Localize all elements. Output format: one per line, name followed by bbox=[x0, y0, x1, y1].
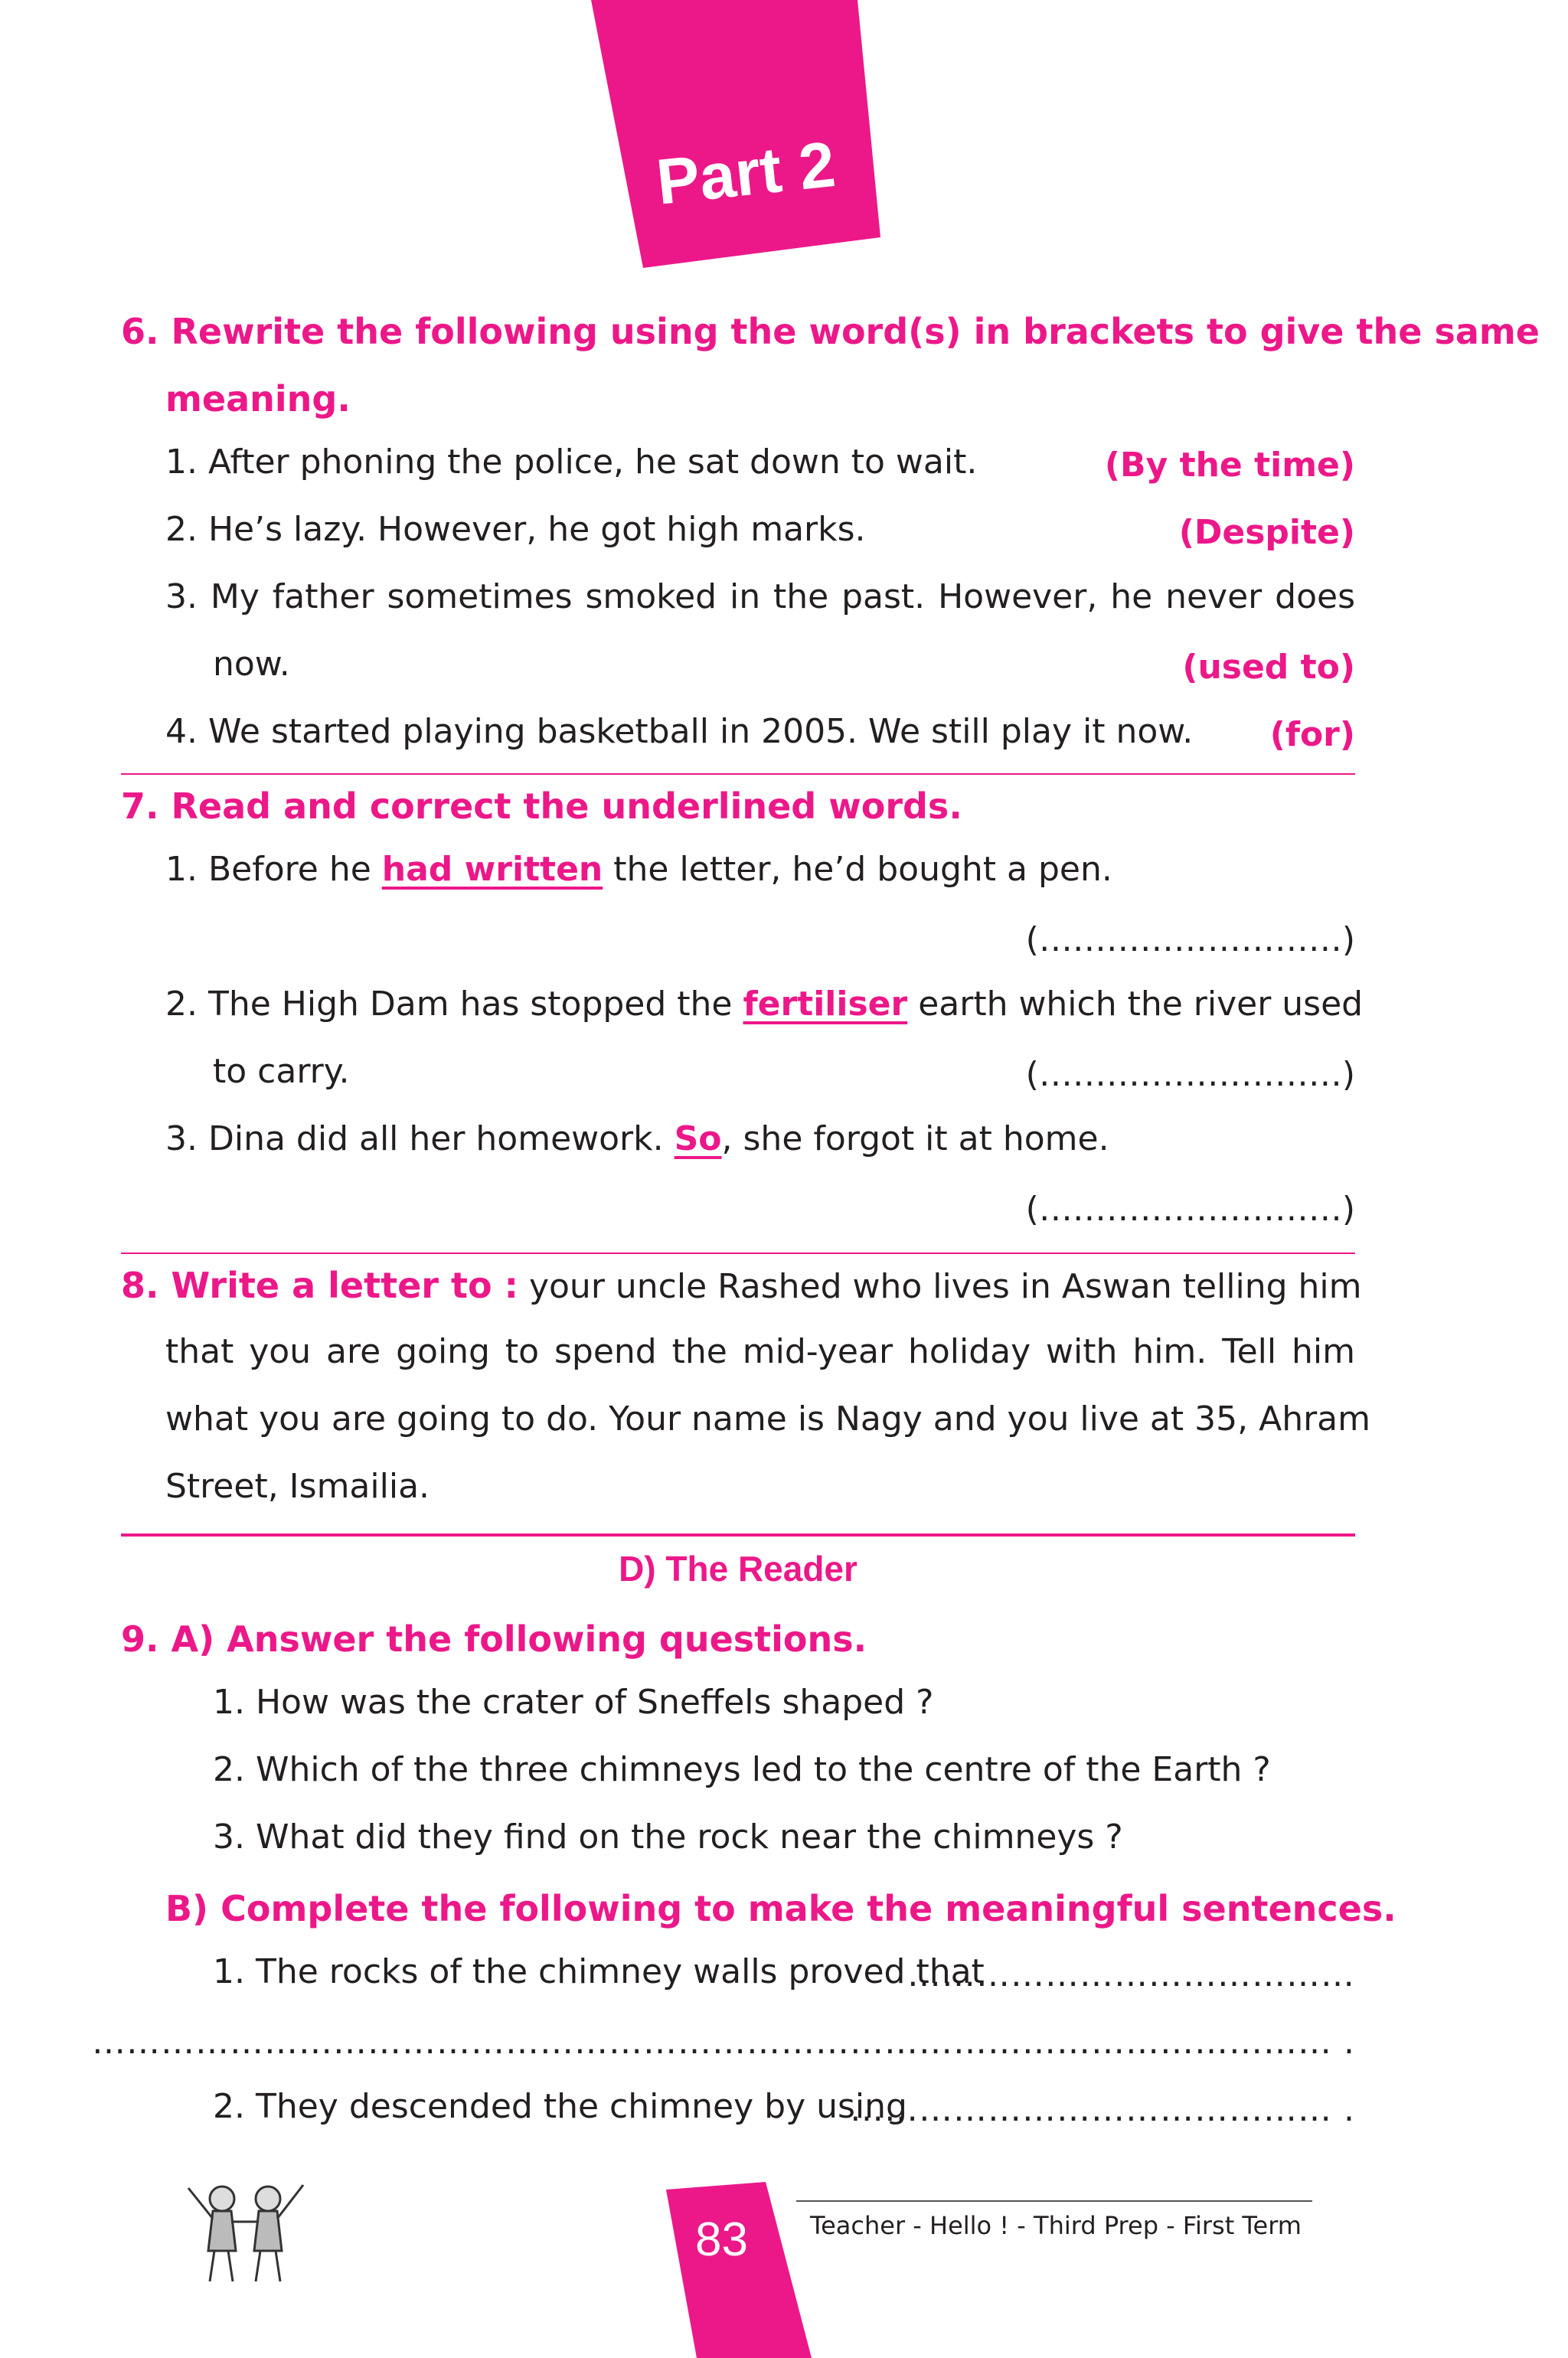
q7-blank-1: (………………………) bbox=[1025, 920, 1355, 959]
q7-item-2-underlined: fertiliser bbox=[743, 985, 908, 1024]
q7-item-2-before: 2. The High Dam has stopped the bbox=[165, 985, 743, 1024]
q6-heading-line1: 6. Rewrite the following using the word(s) in brackets to give the same bbox=[121, 311, 1540, 352]
footer-rule bbox=[796, 2200, 1312, 2202]
q9-question-2: 2. Which of the three chimneys led to the centre of the Earth ? bbox=[213, 1750, 1271, 1789]
q6-item-3-line2: now. bbox=[213, 645, 290, 684]
q7-item-2 bbox=[165, 985, 1364, 1024]
q9-complete-2-dots: …………………………………… . bbox=[850, 2090, 1355, 2129]
q9-heading-b: B) Complete the following to make the meaningful sentences. bbox=[165, 1888, 1396, 1929]
q7-item-2-line2: to carry. bbox=[213, 1052, 350, 1091]
divider-q6 bbox=[121, 773, 1355, 775]
q7-item-3-underlined: So bbox=[674, 1119, 722, 1158]
divider-q7 bbox=[121, 1252, 1355, 1254]
q9-heading-a: 9. A) Answer the following questions. bbox=[121, 1618, 867, 1660]
q8-line2: that you are going to spend the mid-year holiday with him. Tell him bbox=[165, 1332, 1355, 1371]
q6-hint-4: (for) bbox=[1269, 715, 1355, 754]
q9-complete-1-line2: ……………………………………………………………………………………………… . bbox=[92, 2023, 1355, 2062]
q8-line4: Street, Ismailia. bbox=[165, 1467, 430, 1506]
q7-heading: 7. Read and correct the underlined words. bbox=[121, 785, 962, 827]
q9-complete-1-dots: ………………………………… bbox=[907, 1955, 1355, 1994]
q8-line1-text: your uncle Rashed who lives in Aswan telling him bbox=[518, 1267, 1362, 1306]
q8-label: 8. Write a letter to : bbox=[121, 1265, 518, 1306]
q7-item-1-after: the letter, he’d bought a pen. bbox=[603, 850, 1112, 889]
q6-hint-2: (Despite) bbox=[1178, 513, 1355, 552]
q9-complete-2: 2. They descended the chimney by using bbox=[213, 2087, 907, 2126]
section-d-title: D) The Reader bbox=[619, 1549, 858, 1589]
part-title: Part 2 bbox=[653, 127, 839, 218]
q9-question-1: 1. How was the crater of Sneffels shaped ? bbox=[213, 1683, 934, 1722]
q8-line1 bbox=[121, 1265, 1362, 1306]
q7-blank-3: (………………………) bbox=[1025, 1190, 1355, 1229]
q6-heading-line2: meaning. bbox=[165, 378, 351, 420]
q9-complete-1: 1. The rocks of the chimney walls proved that bbox=[213, 1952, 985, 1991]
q6-item-1: 1. After phoning the police, he sat down to wait. bbox=[165, 443, 978, 482]
divider-q8 bbox=[121, 1533, 1355, 1537]
q7-item-3 bbox=[165, 1119, 1109, 1158]
q7-item-1 bbox=[165, 850, 1112, 889]
q7-item-3-after: , she forgot it at home. bbox=[721, 1119, 1109, 1158]
cartoon-kids-icon bbox=[175, 2174, 320, 2289]
q7-item-1-before: 1. Before he bbox=[165, 850, 382, 889]
q7-item-1-underlined: had written bbox=[381, 850, 603, 889]
q6-hint-3: (used to) bbox=[1182, 648, 1355, 687]
q7-item-2-after: earth which the river used bbox=[907, 985, 1364, 1024]
page-number: 83 bbox=[695, 2213, 748, 2266]
footer-book-title: Teacher - Hello ! - Third Prep - First Term bbox=[810, 2211, 1302, 2240]
q7-blank-2: (………………………) bbox=[1025, 1055, 1355, 1094]
q6-item-3-line1: 3. My father sometimes smoked in the past. However, he never does bbox=[165, 577, 1355, 616]
q6-item-2: 2. He’s lazy. However, he got high marks. bbox=[165, 510, 866, 549]
q8-line3: what you are going to do. Your name is Nagy and you live at 35, Ahram bbox=[165, 1399, 1370, 1439]
q7-item-3-before: 3. Dina did all her homework. bbox=[165, 1119, 675, 1158]
q9-question-3: 3. What did they find on the rock near the chimneys ? bbox=[213, 1817, 1123, 1857]
q6-hint-1: (By the time) bbox=[1104, 446, 1355, 485]
q6-item-4: 4. We started playing basketball in 2005. We still play it now. bbox=[165, 712, 1194, 751]
page-number-tab bbox=[666, 2182, 819, 2358]
